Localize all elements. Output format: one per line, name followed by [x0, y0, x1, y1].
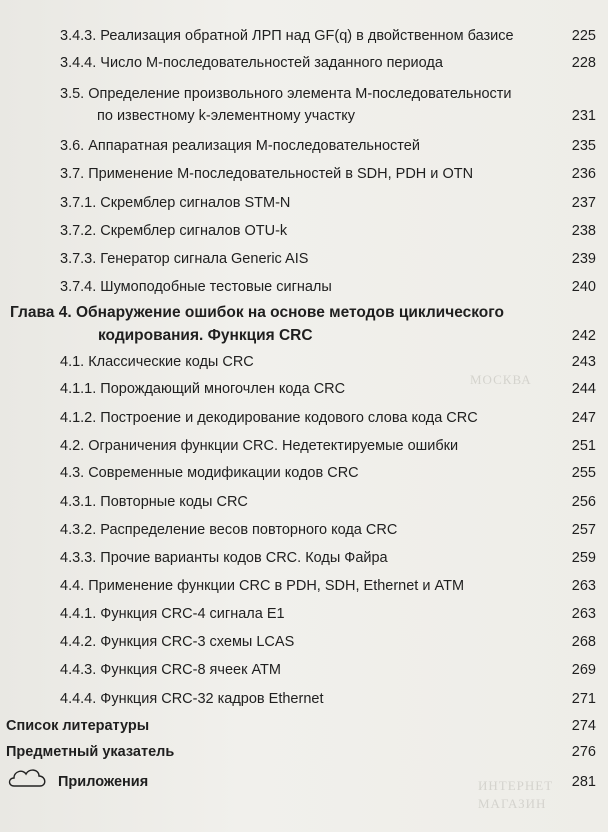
toc-entry-title: 4.2. Ограничения функции CRC. Недетектируемые ошибки	[60, 438, 459, 454]
toc-entry-title: 4.3.2. Распределение весов повторного кода CRC	[60, 522, 398, 538]
toc-entry-title: 3.7.2. Скремблер сигналов OTU-k	[60, 223, 288, 239]
toc-entry-title: 4.4. Применение функции CRC в PDH, SDH, Ethernet и ATM	[60, 578, 465, 594]
toc-entry-page: 259	[571, 550, 596, 566]
toc-entry-page: 242	[571, 328, 596, 344]
toc-entry-page: 225	[571, 28, 596, 44]
toc-entry-page: 236	[571, 166, 596, 182]
toc-entry-page: 239	[571, 251, 596, 267]
watermark-2: ИНТЕРНЕТ	[478, 778, 554, 793]
toc-entry-title: 3.4.4. Число М-последовательностей заданного периода	[60, 55, 443, 71]
toc-entry-page: 235	[571, 138, 596, 154]
toc-entry-title: 3.7. Применение М-последовательностей в SDH, PDH и OTN	[60, 166, 474, 182]
cloud-icon	[6, 766, 50, 790]
watermark-1: МОСКВА	[470, 372, 532, 387]
toc-entry-page: 268	[571, 634, 596, 650]
toc-entry-title: 4.3.3. Прочие варианты кодов CRC. Коды Файра	[60, 550, 388, 566]
toc-entry-title: 4.4.2. Функция CRC-3 схемы LCAS	[60, 634, 295, 650]
toc-entry-title: 3.7.1. Скремблер сигналов STM-N	[60, 195, 291, 211]
toc-entry-title: Предметный указатель	[6, 744, 175, 760]
toc-entry-page: 238	[571, 223, 596, 239]
toc-entry-page: 228	[571, 55, 596, 71]
toc-entry-title: 4.1.2. Построение и декодирование кодового слова кода CRC	[60, 410, 478, 426]
toc-entry-page: 271	[571, 691, 596, 707]
toc-entry-page: 281	[571, 774, 596, 790]
toc-entry-page: 274	[571, 718, 596, 734]
toc-entry-title: 4.3. Современные модификации кодов CRC	[60, 465, 359, 481]
chapter-title-cont: кодирования. Функция CRC	[98, 327, 313, 344]
toc-entry-title: 4.1. Классические коды CRC	[60, 354, 254, 370]
toc-entry-page: 240	[571, 279, 596, 295]
toc-entry-title: 4.4.3. Функция CRC-8 ячеек ATM	[60, 662, 281, 678]
toc-entry-page: 263	[571, 578, 596, 594]
toc-entry-page: 247	[571, 410, 596, 426]
toc-entry-page: 263	[571, 606, 596, 622]
toc-entry-page: 237	[571, 195, 596, 211]
toc-entry-page: 244	[571, 381, 596, 397]
toc-entry-title: 3.4.3. Реализация обратной ЛРП над GF(q) в двойственном базисе	[60, 28, 514, 44]
toc-entry-page: 251	[571, 438, 596, 454]
watermark-3: МАГАЗИН	[478, 796, 547, 811]
toc-entry-title: 4.4.1. Функция CRC-4 сигнала E1	[60, 606, 285, 622]
toc-entry-title: 3.6. Аппаратная реализация М-последовательностей	[60, 138, 420, 154]
chapter-title: Глава 4. Обнаружение ошибок на основе методов циклического	[10, 304, 504, 321]
toc-entry-title: 3.7.4. Шумоподобные тестовые сигналы	[60, 279, 332, 295]
toc-entry-page: 269	[571, 662, 596, 678]
toc-entry-title-cont: по известному k-элементному участку	[97, 108, 356, 124]
toc-entry-title: 4.4.4. Функция CRC-32 кадров Ethernet	[60, 691, 324, 707]
toc-entry-title: Приложения	[58, 774, 149, 790]
toc-entry-page: 257	[571, 522, 596, 538]
toc-entry-page: 256	[571, 494, 596, 510]
toc-entry-title: 4.1.1. Порождающий многочлен кода CRC	[60, 381, 346, 397]
toc-entry-page: 243	[571, 354, 596, 370]
toc-entry-title: Список литературы	[6, 718, 150, 734]
toc-entry-title: 3.5. Определение произвольного элемента М-последовательности	[60, 86, 512, 102]
toc-entry-page: 276	[571, 744, 596, 760]
toc-entry-title: 4.3.1. Повторные коды CRC	[60, 494, 248, 510]
toc-entry-page: 255	[571, 465, 596, 481]
toc-entry-page: 231	[571, 108, 596, 124]
toc-entry-title: 3.7.3. Генератор сигнала Generic AIS	[60, 251, 309, 267]
